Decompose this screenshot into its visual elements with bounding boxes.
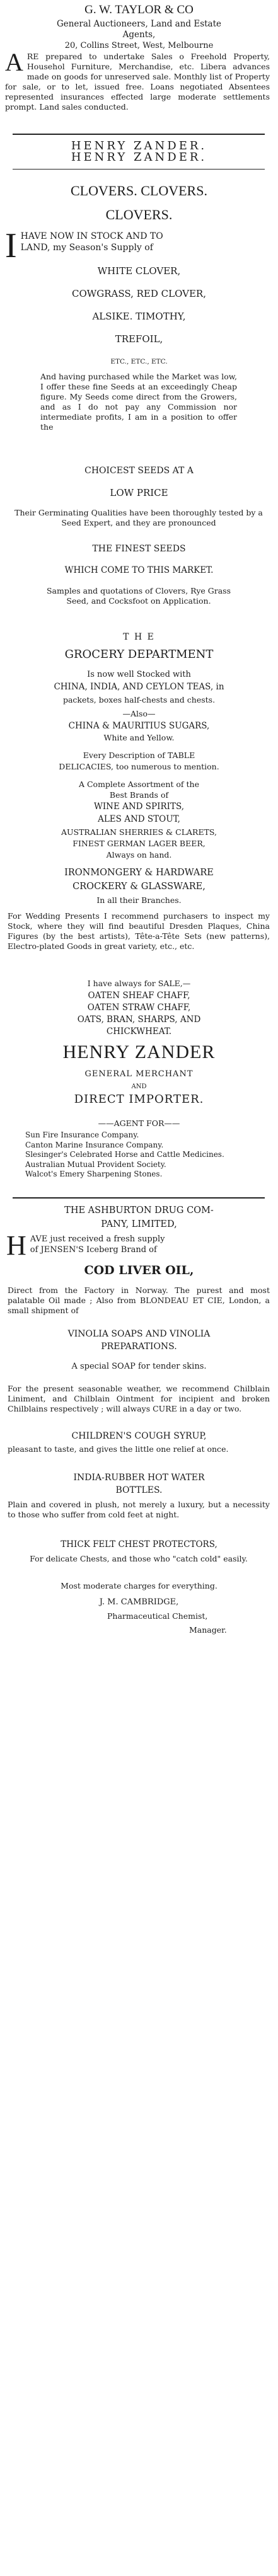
syrup-text: pleasant to taste, and gives the little one relief at once.: [8, 1444, 229, 1454]
low-price: LOW PRICE: [110, 487, 168, 498]
ales: ALES AND STOUT,: [98, 814, 180, 824]
lager: FINEST GERMAN LAGER BEER,: [72, 839, 206, 848]
and-label: AND: [131, 1083, 147, 1090]
seed-item: ETC., ETC., ETC.: [110, 358, 168, 365]
taylor-subheading-2: Agents,: [122, 30, 156, 40]
agent-for: ——AGENT FOR——: [98, 1118, 180, 1128]
table-line-2: DELICACIES, too numerous to mention.: [59, 762, 219, 771]
zander-header-2: HENRY ZANDER.: [71, 151, 207, 164]
drug-intro: [6, 1230, 271, 1261]
always-for-sale: I have always for SALE,—: [87, 979, 191, 988]
samples-text: Samples and quotations of Clovers, Rye Grass Seed, and Cocksfoot on Application.: [46, 586, 231, 606]
assortment-line-1: A Complete Assortment of the: [78, 779, 199, 789]
the-heading: T H E: [123, 632, 155, 642]
signature-name: J. M. CAMBRIDGE,: [99, 1597, 179, 1607]
cod-liver-oil: COD LIVER OIL,: [84, 1263, 194, 1277]
taylor-address: 20, Collins Street, West, Melbourne: [64, 41, 214, 50]
seed-item: COWGRASS, RED CLOVER,: [72, 288, 206, 299]
zander-dropcap: I: [5, 226, 17, 265]
teas: CHINA, INDIA, AND CEYLON TEAS, in: [54, 682, 224, 692]
direct-text: Direct from the Factory in Norway. The purest and most palatable Oil made ; Also from BLONDEAU ET CIE, London, a small shipment of: [8, 1285, 270, 1315]
always-on-hand: Always on hand.: [106, 850, 172, 860]
direct-importer: DIRECT IMPORTER.: [74, 1093, 204, 1106]
taylor-heading: G. W. TAYLOR & CO: [84, 3, 194, 16]
agency-item: Slesinger's Celebrated Horse and Cattle Medicines.: [25, 1150, 224, 1159]
taylor-body-text: RE prepared to undertake Sales o Freehold Property, Househol Furniture, Merchandise, etc. Libera advances made on goods for unreserved sale. Monthly list of Property for sale, or to let, issued free. Loans negotiated Absentees represented insurances effected large moderate settlements prompt. Land sales conducted.: [5, 52, 270, 112]
table-line-1: Every Description of TABLE: [83, 750, 195, 760]
rubber-2: BOTTLES.: [115, 1485, 163, 1495]
signature-role: Manager.: [189, 1625, 227, 1635]
plain-text: Plain and covered in plush, not merely a luxury, but a necessity to those who suffer from cold feet at night.: [8, 1500, 270, 1519]
seed-item: ALSIKE. TIMOTHY,: [92, 311, 186, 322]
divider-rule: [13, 134, 265, 135]
cough-syrup: CHILDREN'S COUGH SYRUP,: [71, 1431, 207, 1441]
wedding-text: For Wedding Presents I recommend purchasers to inspect my Stock, where they will find beautiful Dresden Plaques, China Figures (by the best artists), Tête-a-Tête Sets (new patterns), Electro-plated Goods in great variety, etc., etc.: [8, 911, 270, 951]
purchase-text: And having purchased while the Market was low, I offer these fine Seeds at an exceedingly Cheap figure. My Seeds come direct from the Growers, and as I do not pay any Commission nor intermediate profits, I am in a position to offer the: [40, 372, 237, 432]
sherries: AUSTRALIAN SHERRIES & CLARETS,: [61, 827, 217, 837]
taylor-body: [5, 48, 270, 112]
moderate-charges: Most moderate charges for everything.: [61, 1581, 217, 1590]
zander-header-1: HENRY ZANDER.: [71, 140, 207, 152]
vinolia-2: PREPARATIONS.: [101, 1342, 177, 1352]
wines: WINE AND SPIRITS,: [93, 802, 185, 812]
ironmongery: IRONMONGERY & HARDWARE: [64, 868, 214, 878]
chaff-1: OATEN SHEAF CHAFF,: [88, 991, 190, 1001]
branches: In all their Branches.: [96, 895, 182, 905]
agency-item: Sun Fire Insurance Company.: [25, 1130, 139, 1139]
divider-rule: [13, 1197, 265, 1199]
agency-item: Walcot's Emery Sharpening Stones.: [25, 1170, 163, 1178]
white-yellow: White and Yellow.: [103, 733, 175, 742]
clovers-heading-1: CLOVERS. CLOVERS.: [71, 183, 207, 198]
drug-heading-2: PANY, LIMITED,: [101, 1219, 177, 1229]
also: —Also—: [122, 709, 156, 718]
which-come: WHICH COME TO THIS MARKET.: [64, 565, 214, 575]
germinating-text: Their Germinating Qualities have been thoroughly tested by a Seed Expert, and they are pronounced: [14, 508, 263, 527]
finest-seeds: THE FINEST SEEDS: [92, 544, 186, 554]
oats: OATS, BRAN, SHARPS, AND: [77, 1015, 201, 1025]
chilblain-text: For the present seasonable weather, we recommend Chilblain Liniment, and Chilblain Ointment for incipient and broken Chilblains respectively ; will always CURE in a day or two.: [8, 1384, 270, 1413]
assortment-line-2: Best Brands of: [109, 790, 169, 800]
drug-intro-line-1: AVE just received a fresh supply: [30, 1234, 165, 1244]
clovers-heading-2: CLOVERS.: [105, 207, 173, 222]
packets: packets, boxes half-chests and chests.: [62, 695, 216, 704]
grocery-heading: GROCERY DEPARTMENT: [64, 648, 214, 661]
felt-protectors: THICK FELT CHEST PROTECTORS,: [61, 1539, 217, 1550]
drug-intro-line-2: of JENSEN'S Iceberg Brand of: [30, 1245, 157, 1255]
drug-dropcap: H: [6, 1230, 26, 1261]
choicest-seeds: CHOICEST SEEDS AT A: [84, 466, 194, 476]
taylor-subheading-1: General Auctioneers, Land and Estate: [56, 19, 222, 29]
zander-name: HENRY ZANDER: [62, 1042, 216, 1062]
agency-item: Canton Marine Insurance Company.: [25, 1140, 164, 1149]
divider-rule: [13, 169, 265, 170]
seed-item: WHITE CLOVER,: [97, 265, 181, 277]
zander-intro: [5, 226, 273, 265]
general-merchant: GENERAL MERCHANT: [84, 1069, 194, 1079]
chickwheat: CHICKWHEAT.: [106, 1026, 172, 1037]
rubber-1: INDIA-RUBBER HOT WATER: [73, 1473, 205, 1483]
grocery-intro: Is now well Stocked with: [87, 670, 191, 679]
soap-special: A special SOAP for tender skins.: [71, 1362, 207, 1371]
agency-item: Australian Mutual Provident Society.: [25, 1159, 166, 1169]
felt-text: For delicate Chests, and those who "catch cold" easily.: [30, 1554, 248, 1563]
vinolia-1: VINOLIA SOAPS AND VINOLIA: [67, 1329, 211, 1339]
zander-intro-line-2: LAND, my Season's Supply of: [20, 243, 153, 253]
zander-intro-line-1: HAVE NOW IN STOCK AND TO: [20, 231, 163, 241]
seed-item: TREFOIL,: [115, 333, 163, 345]
agencies-list: [25, 1130, 258, 1180]
crockery: CROCKERY & GLASSWARE,: [72, 882, 206, 892]
chaff-2: OATEN STRAW CHAFF,: [87, 1003, 191, 1013]
taylor-dropcap: A: [5, 48, 23, 76]
signature-title: Pharmaceutical Chemist,: [107, 1611, 208, 1621]
sugars: CHINA & MAURITIUS SUGARS,: [68, 721, 210, 731]
drug-heading-1: THE ASHBURTON DRUG COM-: [64, 1205, 214, 1216]
